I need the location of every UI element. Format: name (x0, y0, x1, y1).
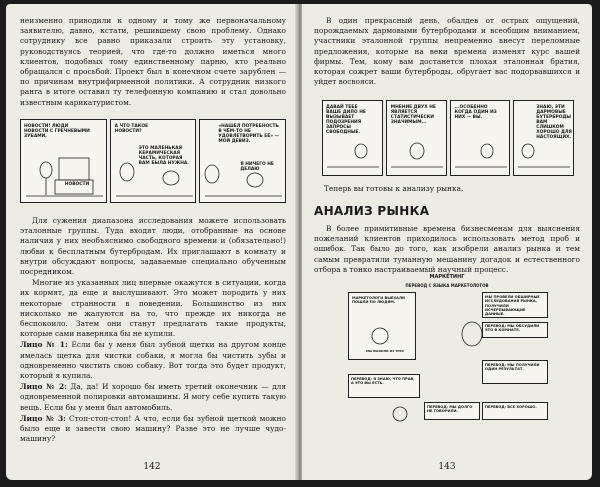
comic-speech: А ЧТО ТАКОЕ НОВОСТИ? (114, 124, 149, 134)
dialog-label: Лицо № 2: (20, 382, 67, 392)
comic-caption: Теперь вы готовы к анализу рынка. (324, 184, 464, 193)
dialog-line-3 (20, 414, 286, 445)
diagram-text: ПЕРЕВОД: МЫ ПОЛУЧИЛИ ОДИН РЕЗУЛЬТАТ. (485, 363, 540, 372)
comic-speech: МНЕНИЕ ДВУХ НЕ ЯВЛЯЕТСЯ СТАТИСТИЧЕСКИ ЗНАЧИМЫМ... (390, 105, 436, 125)
dialog-text: Если бы у меня был зубной щетки на другом конце имелась щетка для чистки собаки, я могла бы чистить зубы и одновременно чистить свою собаку. Вот тогда это будет продукт, который я купила. (20, 340, 286, 381)
comic-panel-1 (20, 119, 107, 203)
left-paragraph: Для сужения диапазона исследования можете использовать эталонные группы. Туда входят люди, отобранные на основе наличия у них необъяснимо свободного времени и (обязательно!) любви к бесплатным бутербродам. Их приглашают в комнату и внутри обсуждают вопросы, задаваемые специально обученным посредником. (20, 216, 286, 277)
comic-panel-3 (199, 119, 286, 203)
right-top-text (314, 16, 580, 87)
comic-drawing-1 (323, 101, 383, 175)
comic-sign: НОВОСТИ (64, 182, 90, 187)
dialog-label: Лицо № 1: (20, 340, 68, 350)
comic-panel-2 (110, 119, 197, 203)
diagram-subtitle: ПЕРЕВОД С ЯЗЫКА МАРКЕТОЛОГОВ (405, 283, 489, 288)
comic-drawing-3 (200, 120, 286, 202)
dialog-line-1 (20, 340, 286, 381)
right-page (302, 4, 592, 480)
comic-panel-4 (513, 100, 574, 176)
left-bottom-text (20, 216, 286, 444)
comic-speech: НОВОСТИ! ЛЮДИ НОВОСТИ С ГРЕЧНЕВЫМИ ЗУБАМИ. (24, 124, 90, 139)
comic-panel-2 (386, 100, 447, 176)
left-top-text (20, 16, 286, 108)
dialog-text: Стоп-стоп-стоп! А что, если бы зубной щеткой можно было еще и завести свою машину? Разве это не лучше чудо-машину? (20, 413, 286, 444)
comic-speech: Я НИЧЕГО НЕ ДЕЛАЮ (240, 162, 274, 172)
section-heading: АНАЛИЗ РЫНКА (314, 204, 430, 218)
comic-speech: «НАШЕЛ ПОТРЕБНОСТЬ В ЧЁМ-ТО НЕ УДОВЛЕТВОРИТЬ ЕЁ» — МОЙ ДЕВИЗ. (218, 124, 279, 144)
comic-panel-1 (322, 100, 383, 176)
comic-speech: ДАВАЙ ТЕБЕ ВАШЕ ДИЛО НЕ ВЫЗЫВАЕТ ПОДОЗРЕНИЯ ЗАПРОСЫ СВОБОДНЫЕ. (326, 105, 366, 135)
comic-drawing-3 (451, 101, 511, 175)
comic-panel-3 (450, 100, 511, 176)
right-middle-text (314, 224, 580, 275)
diagram-text: МАРКЕТОЛОГИ ВЫЕХАЛИ ПОШЛИ ПО ЛЮДЯМ. (352, 296, 405, 305)
comic-speech: ЭТО МАЛЕНЬКАЯ КЕРАМИЧЕСКАЯ ЧАСТЬ, КОТОРАЯ ВАМ БЫЛА НУЖНА. (138, 146, 189, 166)
dialog-text: Да, да! И хорошо бы иметь третий оконечник — для одновременной полировки автомашины. Я могу себе купить такую вещь. Если бы у меня был автомобиль. (20, 382, 286, 412)
left-paragraph: неизменно приводили к одному и тому же первоначальному заявителю, давно, кстати, решившему свою проблему. Однако сотруднику все равно приказали строить эту установку, руководствуясь теорией, что где-то должно иметься много клиентов, подобных тому единственному парню, кто реально обращался с просьбой. Проект был в конечном счете зарублен — по причинам внутрифирменной политики. А сотрудник низкого ранга в итоге оставил ту телефонную компанию и стал довольно известным карикатуристом. (20, 16, 286, 107)
marketing-diagram (342, 274, 552, 442)
left-comic-strip (20, 119, 286, 203)
diagram-text: ПЕРЕВОД: МЫ ДОЛГО НЕ ГОВОРИЛИ. (427, 405, 473, 414)
diagram-text: МЫ ПРОВЕЛИ ОБШИРНЫЕ ИССЛЕДОВАНИЯ РЫНКА, ПОЛУЧИЛИ ИСЧЕРПЫВАЮЩИЕ ДАННЫЕ. (485, 295, 540, 317)
comic-drawing-2 (387, 101, 447, 175)
left-paragraph: Многие из указанных лиц впервые окажутся в ситуации, когда их кормят, да еще и выслушивают. Это может породить у них некоторые странности в поведении. Большинство из них нисколько не жалуются на то, что прежде их никогда не беспокоило. Затем они станут предлагать такие продукты, которые сами наверняка бы не купили. (20, 278, 286, 339)
comic-drawing-2 (111, 120, 197, 202)
right-paragraph: В один прекрасный день, обалдев от острых ощущений, порождаемых дармовыми бутербродами и всеобщим вниманием, участники эталонной группы непременно внесут переломные предложения, которые на веки времена изменят курс вашей фирмы. Тем, кому вам достанется плохая эталонная братия, которая сожрет ваши бутерброды, обругает вас подорвавшихся и уйдет восвояси. (314, 16, 580, 87)
diagram-small-label: МЫ ВЫЛИЛИ ИЗ ТРЕХ (366, 349, 404, 353)
comic-speech: ...ОСОБЕННО КОГДА ОДИН ИЗ НИХ — ВЫ. (454, 105, 497, 120)
left-page (6, 4, 298, 480)
diagram-text: ПЕРЕВОД: ВСЕ ХОРОШО. (485, 405, 537, 409)
diagram-text: ПЕРЕВОД: МЫ ОБСУДИЛИ ЭТО В КОМНАТЕ. (485, 324, 540, 333)
page-number-right: 143 (438, 462, 456, 472)
right-paragraph: В более примитивные времена бизнесменам для выяснения пожеланий клиентов приходилось использовать метод проб и ошибок. Так было до того, как изобрели анализ рынка и тем самым превратили туманную мешанину догадок и естественного отбора в тонко настраиваемый научный процесс. (314, 224, 580, 274)
dialog-label: Лицо № 3: (20, 413, 66, 423)
dialog-line-2 (20, 382, 286, 413)
page-number-left: 142 (143, 462, 161, 472)
diagram-text: ПЕРЕВОД: Я ЗНАЮ, ЧТО ПРАВ, А ЭТО ВЫ ЕСТЬ. (351, 377, 415, 386)
comic-drawing-4 (514, 101, 574, 175)
right-comic-strip (322, 100, 574, 176)
comic-drawing-1 (21, 120, 107, 202)
diagram-title: МАРКЕТИНГ (429, 274, 465, 280)
comic-speech: ЗНАЮ, ЭТИ ДАРМОВЫЕ БУТЕРБРОДЫ ВАМ СЛИШКОМ ХОРОШО ДЛЯ НАСТОЯЩИХ. (536, 105, 572, 140)
